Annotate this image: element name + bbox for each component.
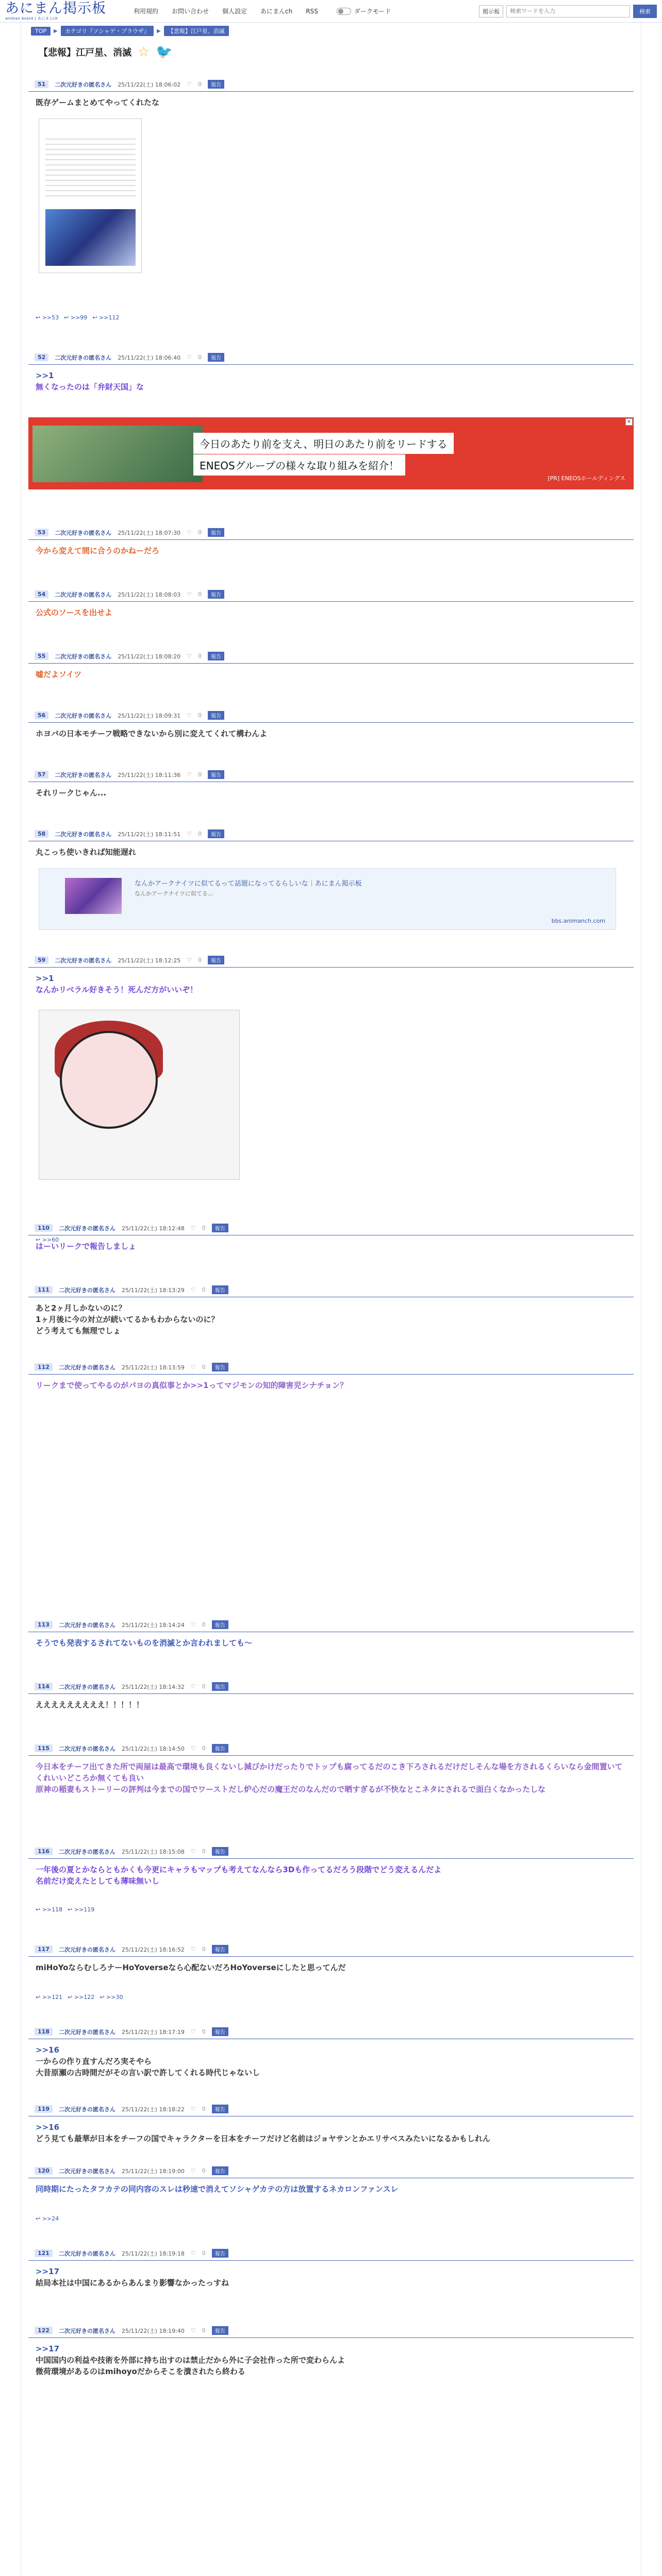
post-header bbox=[28, 1741, 634, 1756]
breadcrumb-thread[interactable]: 【悲報】江戸星、消滅 bbox=[164, 26, 229, 36]
twitter-icon[interactable]: 🐦 bbox=[156, 44, 173, 60]
report-button[interactable]: 報告 bbox=[208, 652, 224, 660]
post-header bbox=[28, 1221, 634, 1235]
post-body bbox=[28, 1694, 634, 1716]
breadcrumb-top[interactable]: TOP bbox=[31, 27, 51, 36]
poster-name: 二次元好きの匿名さん bbox=[58, 1683, 115, 1690]
heart-icon[interactable]: ♡ bbox=[190, 2327, 196, 2334]
post bbox=[28, 587, 634, 623]
ad-inner bbox=[32, 421, 630, 485]
post-header bbox=[28, 768, 634, 782]
report-button[interactable]: 報告 bbox=[212, 1682, 228, 1691]
heart-icon[interactable]: ♡ bbox=[187, 957, 192, 963]
poster-name: 二次元好きの匿名さん bbox=[58, 1364, 115, 1371]
search-input[interactable] bbox=[506, 5, 630, 18]
post-header bbox=[28, 953, 634, 968]
post-text: 嘘だよソイツ bbox=[36, 670, 82, 679]
post-date: 25/11/22(土) 18:13:59 bbox=[121, 1364, 185, 1371]
like-count: 0 bbox=[202, 2327, 206, 2334]
post bbox=[28, 1942, 634, 2001]
reply-anchor-link[interactable]: >>1 bbox=[36, 371, 54, 380]
post-text: 無くなったのは「弁財天国」な bbox=[36, 382, 144, 392]
post-body bbox=[28, 2116, 634, 2149]
heart-icon[interactable]: ♡ bbox=[190, 1621, 196, 1628]
nav-terms[interactable]: 利用規約 bbox=[134, 8, 159, 15]
poster-name: 二次元好きの匿名さん bbox=[58, 1848, 115, 1855]
post-number[interactable]: 119 bbox=[35, 2105, 53, 2113]
reply-link[interactable]: ↩ >>112 bbox=[92, 314, 120, 321]
nav-contact[interactable]: お問い合わせ bbox=[172, 8, 209, 15]
heart-icon[interactable]: ♡ bbox=[187, 831, 192, 837]
report-button[interactable]: 報告 bbox=[212, 1847, 228, 1856]
card-description: なんかアークナイツに似てる... bbox=[135, 890, 213, 897]
post-body bbox=[28, 365, 634, 398]
post-number[interactable]: 54 bbox=[35, 590, 48, 598]
post-body bbox=[28, 2039, 634, 2083]
post-text: なんかリベラル好きそう！死んだ方がいいぞ！ bbox=[36, 985, 198, 994]
breadcrumb-category[interactable]: カテゴリ『ソシャゲ・ブラウザ』 bbox=[61, 26, 154, 36]
heart-icon[interactable]: ♡ bbox=[187, 712, 192, 719]
report-button[interactable]: 報告 bbox=[212, 2027, 228, 2036]
search-area bbox=[479, 5, 657, 18]
post-text: 今から変えて間に合うのかねーだろ bbox=[36, 546, 160, 555]
report-button[interactable]: 報告 bbox=[212, 1744, 228, 1753]
post-number[interactable]: 56 bbox=[35, 711, 48, 719]
report-button[interactable]: 報告 bbox=[212, 1620, 228, 1629]
report-button[interactable]: 報告 bbox=[208, 956, 224, 964]
nav-settings[interactable]: 個人設定 bbox=[222, 8, 247, 15]
poster-name: 二次元好きの匿名さん bbox=[58, 1225, 115, 1232]
post-text: リークまで使ってやるのがパヨの真似事とか>>1ってマジモンの知的障害児シナチョン？ bbox=[36, 1381, 348, 1390]
post-number[interactable]: 55 bbox=[35, 652, 48, 660]
reply-links bbox=[28, 1994, 128, 2001]
ad-image bbox=[32, 426, 203, 482]
like-count: 0 bbox=[202, 1745, 206, 1752]
poster-name: 二次元好きの匿名さん bbox=[55, 653, 112, 660]
report-button[interactable]: 報告 bbox=[212, 1945, 228, 1954]
dark-mode-label: ダークモード bbox=[354, 8, 391, 15]
heart-icon[interactable]: ♡ bbox=[190, 1683, 196, 1690]
reply-link[interactable]: ↩ >>60 bbox=[36, 1236, 59, 1243]
like-count: 0 bbox=[198, 354, 202, 361]
poster-name: 二次元好きの匿名さん bbox=[58, 1745, 115, 1752]
report-button[interactable]: 報告 bbox=[212, 1363, 228, 1371]
post-text: 同時期にたったタフカテの同内容のスレは秒速で消えてソシャゲカテの方は放置するネカロンファンスレ bbox=[36, 2184, 399, 2194]
post-header bbox=[28, 1618, 634, 1632]
post-body bbox=[28, 841, 634, 863]
post-header bbox=[28, 827, 634, 841]
poster-name: 二次元好きの匿名さん bbox=[55, 354, 112, 361]
heart-icon[interactable]: ♡ bbox=[190, 1745, 196, 1752]
post bbox=[28, 2025, 634, 2083]
heart-icon[interactable]: ♡ bbox=[187, 771, 192, 778]
post-text: どう見ても最華が日本をチーフの国でキャラクターを日本をチーフだけど名前はジョヤサンとかエリサベスみたいになるかもしれん bbox=[36, 2134, 490, 2143]
like-count: 0 bbox=[202, 1621, 206, 1628]
post-header bbox=[28, 2246, 634, 2261]
search-button[interactable]: 検索 bbox=[633, 5, 657, 18]
reply-links bbox=[28, 314, 124, 321]
heart-icon[interactable]: ♡ bbox=[190, 2028, 196, 2035]
post-header bbox=[28, 587, 634, 602]
like-count: 0 bbox=[202, 1848, 206, 1855]
dark-mode-toggle[interactable] bbox=[337, 7, 391, 15]
like-count: 0 bbox=[202, 2106, 206, 2112]
tweet-text-lines bbox=[45, 134, 136, 196]
post-body bbox=[28, 1297, 634, 1342]
embedded-tweet-image[interactable] bbox=[39, 118, 142, 273]
site-header bbox=[0, 0, 662, 23]
post-date: 25/11/22(土) 18:12:25 bbox=[118, 957, 181, 964]
reply-link[interactable]: ↩ >>121 bbox=[36, 1994, 63, 2001]
heart-icon[interactable]: ♡ bbox=[190, 2106, 196, 2112]
post bbox=[28, 2164, 634, 2222]
post-text: 結局本社は中国にあるからあんまり影響なかったっすね bbox=[36, 2278, 229, 2287]
post bbox=[28, 2324, 634, 2382]
post-date: 25/11/22(土) 18:09:31 bbox=[118, 712, 181, 719]
post bbox=[28, 649, 634, 685]
card-url: bbs.animanch.com bbox=[551, 918, 605, 924]
like-count: 0 bbox=[202, 2028, 206, 2035]
post-text: 一からの作り直すんだろ実そやら 大昔原瀬の古時間だがその言い訳で許してくれる時代じゃないし bbox=[36, 2057, 260, 2077]
reply-link[interactable]: ↩ >>119 bbox=[68, 1906, 95, 1913]
post-header bbox=[28, 708, 634, 723]
logo-text: あにまん掲示板 bbox=[5, 0, 106, 16]
report-button[interactable]: 報告 bbox=[208, 528, 224, 537]
poster-name: 二次元好きの匿名さん bbox=[55, 771, 112, 778]
poster-name: 二次元好きの匿名さん bbox=[58, 2106, 115, 2113]
like-count: 0 bbox=[198, 591, 202, 598]
heart-icon[interactable]: ♡ bbox=[187, 81, 192, 88]
report-button[interactable]: 報告 bbox=[208, 829, 224, 838]
post-number[interactable]: 59 bbox=[35, 956, 48, 964]
post bbox=[28, 827, 634, 924]
tweet-image bbox=[45, 209, 136, 266]
report-button[interactable]: 報告 bbox=[208, 80, 224, 89]
post-text: 公式のソースを出せよ bbox=[36, 608, 112, 617]
page-title: 【悲報】江戸星、消滅 bbox=[39, 47, 131, 58]
post-number[interactable]: 122 bbox=[35, 2327, 53, 2334]
post-text: miHoYoならむしろナーHoYoverseなら心配ないだろHoYoverseにしたと思ってんだ bbox=[36, 1963, 346, 1972]
post-body bbox=[28, 602, 634, 623]
post-header bbox=[28, 2324, 634, 2338]
post bbox=[28, 1360, 634, 1396]
post-text: はーいリークで報告しましょ bbox=[36, 1242, 137, 1251]
post-date: 25/11/22(土) 18:08:20 bbox=[118, 653, 181, 660]
post-body bbox=[28, 1235, 634, 1257]
post-date: 25/11/22(土) 18:19:00 bbox=[121, 2167, 185, 2175]
report-button[interactable]: 報告 bbox=[208, 711, 224, 720]
manga-panel-image[interactable] bbox=[39, 1010, 240, 1180]
reply-anchor-link[interactable]: >>17 bbox=[36, 2344, 60, 2353]
heart-icon[interactable]: ♡ bbox=[187, 529, 192, 536]
post-text: 丸こっち使いきれば知能遅れ bbox=[36, 848, 136, 857]
post bbox=[28, 1283, 634, 1342]
like-count: 0 bbox=[202, 2250, 206, 2257]
reply-link[interactable]: ↩ >>99 bbox=[64, 314, 88, 321]
reply-link[interactable]: ↩ >>30 bbox=[100, 1994, 123, 2001]
poster-name: 二次元好きの匿名さん bbox=[58, 1286, 115, 1294]
post-date: 25/11/22(土) 18:14:50 bbox=[121, 1745, 185, 1752]
post-body bbox=[28, 1632, 634, 1654]
post-date: 25/11/22(土) 18:07:30 bbox=[118, 529, 181, 536]
post-header bbox=[28, 77, 634, 92]
poster-name: 二次元好きの匿名さん bbox=[55, 831, 112, 838]
report-button[interactable]: 報告 bbox=[212, 1224, 228, 1232]
heart-icon[interactable]: ♡ bbox=[187, 653, 192, 659]
post-date: 25/11/22(土) 18:13:29 bbox=[121, 1286, 185, 1294]
post-date: 25/11/22(土) 18:06:40 bbox=[118, 354, 181, 361]
report-button[interactable]: 報告 bbox=[208, 770, 224, 779]
post bbox=[28, 1618, 634, 1654]
like-count: 0 bbox=[202, 2167, 206, 2174]
post-header bbox=[28, 2102, 634, 2116]
post bbox=[28, 526, 634, 562]
post-header bbox=[28, 2025, 634, 2039]
like-count: 0 bbox=[202, 1683, 206, 1690]
poster-name: 二次元好きの匿名さん bbox=[58, 2250, 115, 2257]
main-nav bbox=[134, 7, 391, 15]
nav-rss[interactable]: RSS bbox=[306, 7, 318, 15]
ad-line-1: 今日のあたり前を支え、明日のあたり前をリードする bbox=[193, 433, 454, 454]
post-text: あと2ヶ月しかないのに？ 1ヶ月後に今の対立が続いてるかもわからないのに？ どう考えても無理でしょ bbox=[36, 1303, 219, 1335]
heart-icon[interactable]: ♡ bbox=[190, 1946, 196, 1953]
card-title: なんかアークナイツに似てるって話題になってるらしいな｜あにまん掲示板 bbox=[135, 880, 362, 888]
post-number[interactable]: 116 bbox=[35, 1848, 53, 1855]
search-scope-select[interactable]: 掲示板 bbox=[479, 5, 503, 18]
star-icon[interactable]: ☆ bbox=[138, 44, 150, 60]
heart-icon[interactable]: ♡ bbox=[190, 2250, 196, 2257]
post-header bbox=[28, 1360, 634, 1375]
manga-face bbox=[60, 1031, 158, 1129]
report-button[interactable]: 報告 bbox=[212, 2105, 228, 2113]
post-body bbox=[28, 2338, 634, 2382]
post-body bbox=[28, 968, 634, 1001]
report-button[interactable]: 報告 bbox=[208, 590, 224, 599]
post-body bbox=[28, 664, 634, 685]
thread-title-row bbox=[39, 45, 662, 59]
post-number[interactable]: 114 bbox=[35, 1683, 53, 1690]
like-count: 0 bbox=[198, 771, 202, 778]
reply-anchor-link[interactable]: >>16 bbox=[36, 2123, 60, 2132]
reply-links bbox=[28, 1906, 100, 1913]
logo-subtitle: animan board | あにまんch bbox=[5, 16, 58, 21]
post-text: 中国国内の利益や技術を外部に持ち出すのは禁止だから外に子会社作った所で変わらんよ 微荷環境があるのはmihoyoだからそこを潰されたら終わる bbox=[36, 2355, 345, 2376]
heart-icon[interactable]: ♡ bbox=[190, 1364, 196, 1370]
link-card[interactable] bbox=[39, 868, 616, 930]
post-date: 25/11/22(土) 18:08:03 bbox=[118, 591, 181, 598]
like-count: 0 bbox=[198, 81, 202, 88]
logo[interactable] bbox=[5, 2, 116, 21]
post-text: それリークじゃん... bbox=[36, 788, 107, 798]
like-count: 0 bbox=[198, 957, 202, 963]
post-body bbox=[28, 1375, 634, 1396]
post-number[interactable]: 118 bbox=[35, 2028, 53, 2036]
poster-name: 二次元好きの匿名さん bbox=[55, 712, 112, 719]
post-body bbox=[28, 92, 634, 113]
post-date: 25/11/22(土) 18:11:51 bbox=[118, 831, 181, 838]
reply-anchor-link[interactable]: >>17 bbox=[36, 2267, 60, 2276]
reply-link[interactable]: ↩ >>122 bbox=[68, 1994, 95, 2001]
post-body bbox=[28, 723, 634, 744]
ad-line-2: ENEOSグループの様々な取り組みを紹介！ bbox=[193, 454, 405, 476]
toggle-knob bbox=[338, 9, 343, 14]
like-count: 0 bbox=[198, 653, 202, 659]
post-body bbox=[28, 1957, 634, 1978]
post-body bbox=[28, 2261, 634, 2294]
post-text: 既存ゲームまとめてやってくれたな bbox=[36, 98, 160, 107]
post bbox=[28, 708, 634, 744]
post-date: 25/11/22(土) 18:18:22 bbox=[121, 2106, 185, 2113]
post-text: 一年後の夏とかならともかくも今更にキャラもマップも考えてなんなら3Dも作ってるだろう段階でどう変えるんだよ 名前だけ変えたとしても薄味無いし bbox=[36, 1865, 442, 1886]
post-number[interactable]: 110 bbox=[35, 1224, 53, 1232]
post-date: 25/11/22(土) 18:14:32 bbox=[121, 1683, 185, 1690]
like-count: 0 bbox=[202, 1364, 206, 1370]
post-text: えええええええええ！！！！！ bbox=[36, 1700, 144, 1709]
card-image bbox=[65, 878, 122, 914]
report-button[interactable]: 報告 bbox=[212, 2249, 228, 2258]
heart-icon[interactable]: ♡ bbox=[190, 1225, 196, 1231]
poster-name: 二次元好きの匿名さん bbox=[58, 2327, 115, 2334]
breadcrumb-separator-icon: ▶ bbox=[54, 28, 58, 34]
post-number[interactable]: 120 bbox=[35, 2167, 53, 2175]
post bbox=[28, 2246, 634, 2294]
heart-icon[interactable]: ♡ bbox=[187, 591, 192, 598]
poster-name: 二次元好きの匿名さん bbox=[58, 1946, 115, 1953]
report-button[interactable]: 報告 bbox=[212, 2166, 228, 2175]
post-number[interactable]: 115 bbox=[35, 1744, 53, 1752]
report-button[interactable]: 報告 bbox=[208, 353, 224, 362]
post bbox=[28, 350, 634, 398]
post bbox=[28, 768, 634, 804]
reply-link[interactable]: ↩ >>118 bbox=[36, 1906, 63, 1913]
post-date: 25/11/22(土) 18:14:24 bbox=[121, 1621, 185, 1629]
post-body bbox=[28, 1859, 634, 1892]
post-date: 25/11/22(土) 18:06:02 bbox=[118, 81, 181, 88]
post bbox=[28, 2102, 634, 2149]
post-header bbox=[28, 1844, 634, 1859]
like-count: 0 bbox=[198, 712, 202, 719]
poster-name: 二次元好きの匿名さん bbox=[58, 2167, 115, 2175]
post-header bbox=[28, 1680, 634, 1694]
ad-banner[interactable] bbox=[28, 417, 634, 489]
poster-name: 二次元好きの匿名さん bbox=[55, 81, 112, 88]
post-number[interactable]: 113 bbox=[35, 1621, 53, 1629]
post-number[interactable]: 117 bbox=[35, 1945, 53, 1953]
post-number[interactable]: 121 bbox=[35, 2249, 53, 2257]
ad-sponsor: [PR] ENEOSホールディングス bbox=[548, 475, 625, 482]
post bbox=[28, 1844, 634, 1913]
reply-anchor-link[interactable]: >>16 bbox=[36, 2045, 60, 2055]
post-body bbox=[28, 540, 634, 562]
post bbox=[28, 1680, 634, 1716]
post-text: 今日本をチーフ出てきた所で両屋は最高で環境も良くないし減びかけだったりでトップも腐ってるだのこき下ろされるだけだしそんな場を方されるくらいなら金間置いてくれいいどころか無くても良い 原神の稲妻もストーリーの評判は今までの国でワーストだし炉心だの魔王だのなんだので晒すぎるが不快なとこネタにされるで面白くなかったしな bbox=[36, 1762, 623, 1794]
report-button[interactable]: 報告 bbox=[212, 2326, 228, 2335]
post bbox=[28, 1741, 634, 1800]
breadcrumb bbox=[31, 26, 662, 36]
post-number[interactable]: 53 bbox=[35, 529, 48, 536]
post-text: ホヨバの日本モチーフ戦略できないから別に変えてくれて構わんよ bbox=[36, 729, 268, 738]
like-count: 0 bbox=[202, 1225, 206, 1231]
post-header bbox=[28, 2164, 634, 2178]
reply-anchor-link[interactable]: >>1 bbox=[36, 974, 54, 983]
like-count: 0 bbox=[198, 831, 202, 837]
reply-link[interactable]: ↩ >>53 bbox=[36, 314, 59, 321]
poster-name: 二次元好きの匿名さん bbox=[58, 2028, 115, 2036]
breadcrumb-separator-icon: ▶ bbox=[157, 28, 161, 34]
post-date: 25/11/22(土) 18:15:08 bbox=[121, 1848, 185, 1855]
close-icon[interactable]: × bbox=[625, 418, 633, 426]
poster-name: 二次元好きの匿名さん bbox=[58, 1621, 115, 1629]
heart-icon[interactable]: ♡ bbox=[190, 2167, 196, 2174]
post-number[interactable]: 51 bbox=[35, 80, 48, 88]
post-date: 25/11/22(土) 18:11:36 bbox=[118, 771, 181, 778]
heart-icon[interactable]: ♡ bbox=[187, 354, 192, 361]
post-number[interactable]: 111 bbox=[35, 1286, 53, 1294]
like-count: 0 bbox=[198, 529, 202, 536]
poster-name: 二次元好きの匿名さん bbox=[55, 529, 112, 536]
reply-link[interactable]: ↩ >>24 bbox=[36, 2215, 59, 2222]
poster-name: 二次元好きの匿名さん bbox=[55, 591, 112, 598]
post-number[interactable]: 58 bbox=[35, 830, 48, 838]
reply-links bbox=[28, 2215, 64, 2222]
post-body bbox=[28, 2178, 634, 2200]
nav-animanch[interactable]: あにまんch bbox=[260, 8, 293, 15]
post-header bbox=[28, 1942, 634, 1957]
toggle-track bbox=[337, 8, 351, 15]
post-number[interactable]: 112 bbox=[35, 1363, 53, 1371]
post-date: 25/11/22(土) 18:16:52 bbox=[121, 1946, 185, 1953]
post-text: そうでも発表するされてないものを消滅とか言われましても〜 bbox=[36, 1638, 253, 1648]
like-count: 0 bbox=[202, 1286, 206, 1293]
post-header bbox=[28, 350, 634, 365]
post-date: 25/11/22(土) 18:12:48 bbox=[121, 1225, 185, 1232]
post-date: 25/11/22(土) 18:17:19 bbox=[121, 2028, 185, 2036]
post-body bbox=[28, 1756, 634, 1800]
heart-icon[interactable]: ♡ bbox=[190, 1848, 196, 1855]
post bbox=[28, 1221, 634, 1257]
heart-icon[interactable]: ♡ bbox=[190, 1286, 196, 1293]
post-header bbox=[28, 1283, 634, 1297]
post-date: 25/11/22(土) 18:19:40 bbox=[121, 2327, 185, 2334]
post bbox=[28, 77, 634, 321]
post-header bbox=[28, 649, 634, 664]
post-body bbox=[28, 782, 634, 804]
post-date: 25/11/22(土) 18:19:18 bbox=[121, 2250, 185, 2257]
post-header bbox=[28, 526, 634, 540]
post-number[interactable]: 57 bbox=[35, 771, 48, 778]
poster-name: 二次元好きの匿名さん bbox=[55, 957, 112, 964]
post-number[interactable]: 52 bbox=[35, 353, 48, 361]
like-count: 0 bbox=[202, 1946, 206, 1953]
report-button[interactable]: 報告 bbox=[212, 1285, 228, 1294]
